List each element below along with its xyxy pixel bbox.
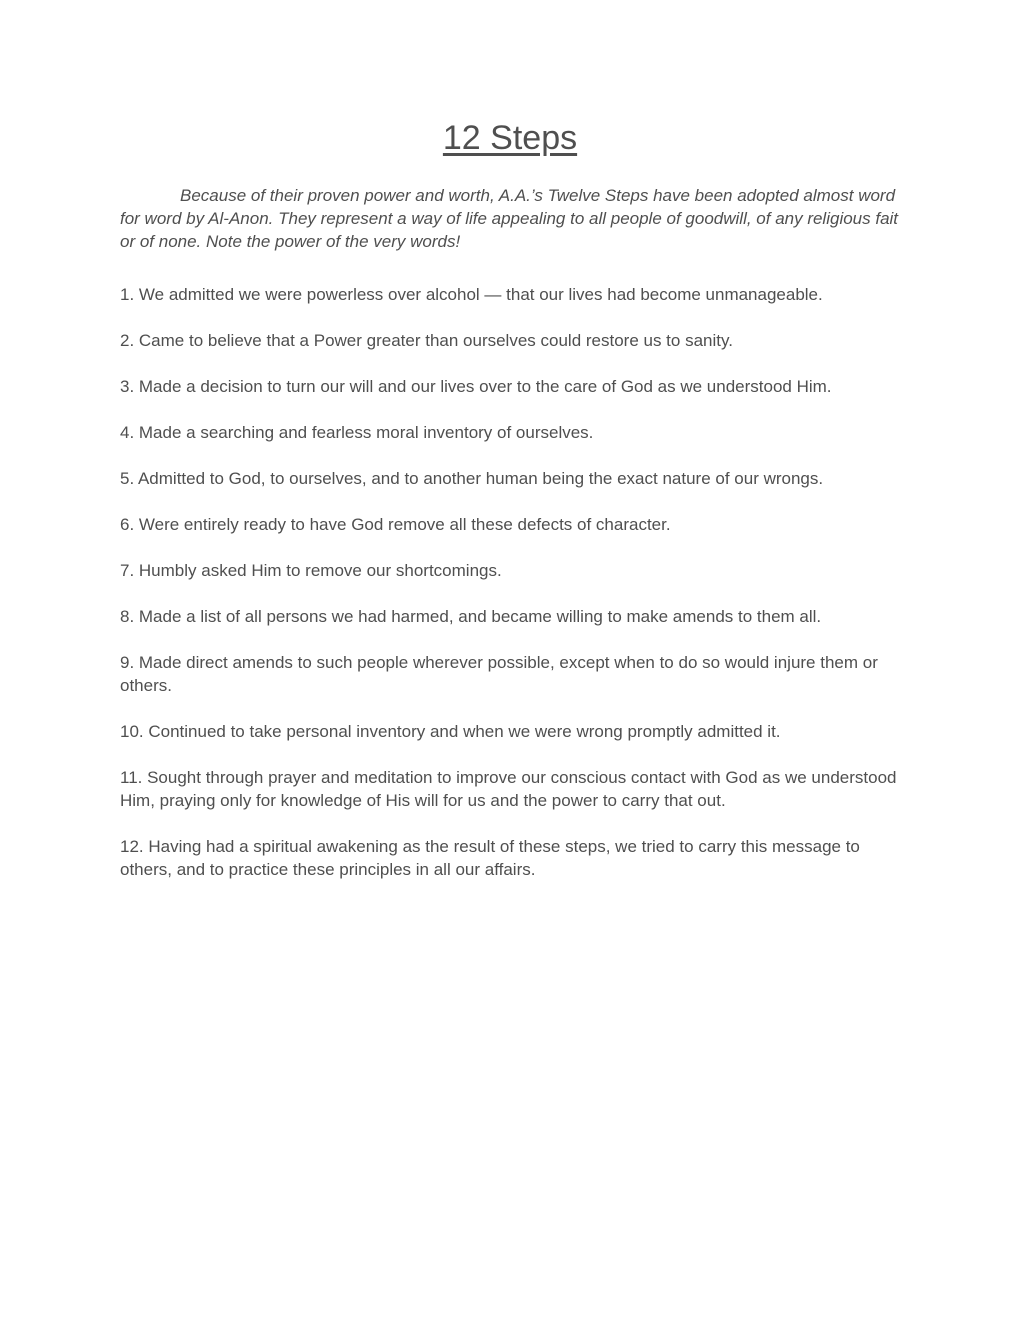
step-2: 2. Came to believe that a Power greater than ourselves could restore us to sanity. xyxy=(120,331,733,350)
step-11: 11. Sought through prayer and meditation to improve our conscious contact with God as we understood Him, praying only for knowledge of His will for us and the power to carry that out. xyxy=(120,768,897,810)
step-10: 10. Continued to take personal inventory and when we were wrong promptly admitted it. xyxy=(120,722,781,741)
step-3: 3. Made a decision to turn our will and our lives over to the care of God as we understood Him. xyxy=(120,377,832,396)
intro-paragraph: Because of their proven power and worth, A.A.’s Twelve Steps have been adopted almost word for word by Al-Anon. They represent a way of life appealing to all people of goodwill, of any religious fait or of none. Note the power of the very words! xyxy=(120,186,899,251)
step-7: 7. Humbly asked Him to remove our shortcomings. xyxy=(120,561,502,580)
step-5: 5. Admitted to God, to ourselves, and to another human being the exact nature of our wrongs. xyxy=(120,469,824,488)
step-8: 8. Made a list of all persons we had harmed, and became willing to make amends to them all. xyxy=(120,607,822,626)
step-1: 1. We admitted we were powerless over alcohol — that our lives had become unmanageable. xyxy=(120,285,823,304)
step-12: 12. Having had a spiritual awakening as the result of these steps, we tried to carry this message to others, and to practice these principles in all our affairs. xyxy=(120,837,860,879)
step-6: 6. Were entirely ready to have God remove all these defects of character. xyxy=(120,515,671,534)
step-9: 9. Made direct amends to such people wherever possible, except when to do so would injure them or others. xyxy=(120,653,878,695)
document-title: 12 Steps xyxy=(442,119,578,157)
step-4: 4. Made a searching and fearless moral inventory of ourselves. xyxy=(120,423,594,442)
